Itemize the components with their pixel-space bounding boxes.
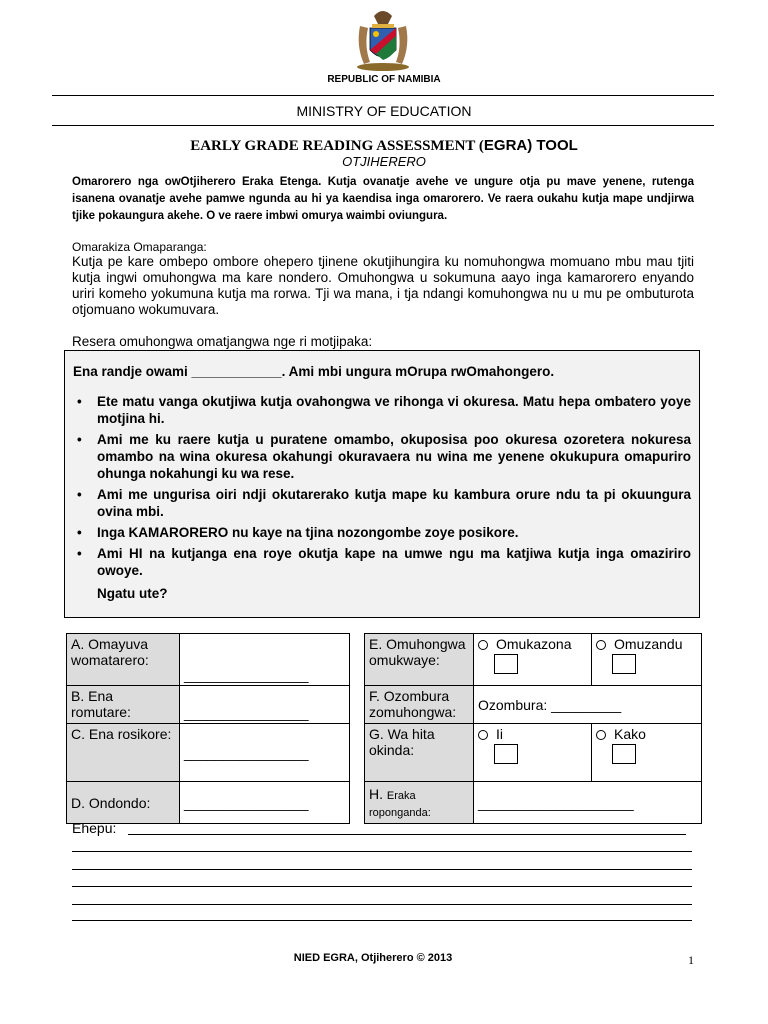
title-egra: EGRA) TOOL <box>483 137 578 154</box>
gender-option-female[interactable]: Omukazona <box>474 634 592 686</box>
grade-field[interactable]: ________________ <box>180 782 350 824</box>
radio-icon <box>478 730 488 740</box>
checkbox-yes[interactable] <box>494 744 518 764</box>
home-language-label: H. Eraka roponganda: <box>365 782 474 824</box>
header-rule-top <box>52 95 714 96</box>
gender-option-male[interactable]: Omuzandu <box>592 634 702 686</box>
preschool-label: G. Wa hita okinda: <box>365 724 474 782</box>
radio-icon <box>596 640 606 650</box>
list-item: • Ami me ungurisa oiri ndji okutarerako kutja mape ku kambura orure ndu ta pi okuungura ovina mbi. <box>73 486 691 520</box>
checkbox-female[interactable] <box>494 654 518 674</box>
remarks-line-first[interactable] <box>128 834 686 835</box>
remarks-line[interactable] <box>72 920 692 921</box>
age-label: F. Ozombura zomuhongwa: <box>365 686 474 724</box>
checkbox-male[interactable] <box>612 654 636 674</box>
remarks-line[interactable] <box>72 851 692 852</box>
ministry-label: MINISTRY OF EDUCATION <box>296 103 472 119</box>
list-item: • Ami HI na kutjanga ena roye okutja kape na umwe ngu ma katjiwa kutja inga omaziriro owoye. <box>73 545 691 579</box>
remarks-line[interactable] <box>72 869 692 870</box>
assessor-name-label: B. Ena romutare: <box>67 686 180 724</box>
preschool-option-no[interactable]: Kako <box>592 724 702 782</box>
remarks-line[interactable] <box>72 886 692 887</box>
list-item: • Inga KAMARORERO nu kaye na tjina nozongombe zoye posikore. <box>73 524 691 541</box>
list-item: • Ami me ku raere kutja u puratene omambo, okuposisa poo okuresa ozoretera nokuresa omambo na wina okuresa okahungi okuravaera nu wina me yenene okukupura omapuriro ohunga nokahungi ku wa rese. <box>73 431 691 482</box>
consent-body: Kutja pe kare ombepo ombore ohepero tjinene okutjihungira ku nomuhongwa momuano mbu mau tjiti kutja ingwi omuhongwa ma kare nondero. Omuhongwa u sokumuna aayo inga kamarorero enyando uriri komeho yokumuna kutja ma rorwa. Tji wa mana, i tja ndangi komuhongwa nu u mu pe ombuturota otjomuano wokumuvara. <box>72 254 694 317</box>
date-field[interactable]: ________________ <box>180 634 350 686</box>
box-bullet-list <box>73 393 691 579</box>
radio-icon <box>596 730 606 740</box>
box-intro: Ena randje owami ____________. Ami mbi ungura mOrupa rwOmahongero. <box>73 364 555 379</box>
page-number: 1 <box>688 953 694 967</box>
remarks-label: Ehepu: <box>72 820 117 836</box>
remarks-line[interactable] <box>72 904 692 905</box>
footer-text: NIED EGRA, Otjiherero © 2013 <box>293 952 453 964</box>
intro-paragraph: Omarorero nga owOtjiherero Eraka Etenga. Kutja ovanatje avehe ve ungure otja pu mave yenene, rutenga isanena ovanatje avehe pamwe ngunda au hi ya kaendisa inga omarorero. Ve raera oukahu kutja mape undjirwa tjike pokaungura akehe. O ve raere imbwi omurya waimbi oviungura. <box>72 176 694 222</box>
school-name-field[interactable]: ________________ <box>180 724 350 782</box>
language-subtitle: OTJIHERERO <box>342 154 426 169</box>
list-item: • Ete matu vanga okutjiwa kutja ovahongwa ve rihonga vi okuresa. Matu hepa ombatero yoye motjina hi. <box>73 393 691 427</box>
student-info-table-left <box>66 633 350 824</box>
age-field[interactable]: Ozombura: _________ <box>474 686 702 724</box>
school-name-label: C. Ena rosikore: <box>67 724 180 782</box>
grade-label: D. Ondondo: <box>67 782 180 824</box>
student-info-table-right <box>364 633 702 824</box>
assessor-name-field[interactable]: ________________ <box>180 686 350 724</box>
consent-script-box <box>64 350 700 618</box>
preschool-option-yes[interactable]: Ii <box>474 724 592 782</box>
checkbox-no[interactable] <box>612 744 636 764</box>
page-title <box>0 137 768 155</box>
republic-label: REPUBLIC OF NAMIBIA <box>327 74 441 85</box>
date-label: A. Omayuva womatarero: <box>67 634 180 686</box>
gender-label: E. Omuhongwa omukwaye: <box>365 634 474 686</box>
radio-icon <box>478 640 488 650</box>
namibia-coat-of-arms <box>350 6 416 72</box>
box-closing: Ngatu ute? <box>97 586 168 601</box>
read-prompt: Resera omuhongwa omatjangwa nge ri motjipaka: <box>72 334 373 349</box>
title-serif: EARLY GRADE READING ASSESSMENT ( <box>190 138 484 154</box>
consent-heading: Omarakiza Omaparanga: <box>72 240 207 254</box>
home-language-field[interactable]: ____________________ <box>474 782 702 824</box>
header-rule-bottom <box>52 125 714 126</box>
